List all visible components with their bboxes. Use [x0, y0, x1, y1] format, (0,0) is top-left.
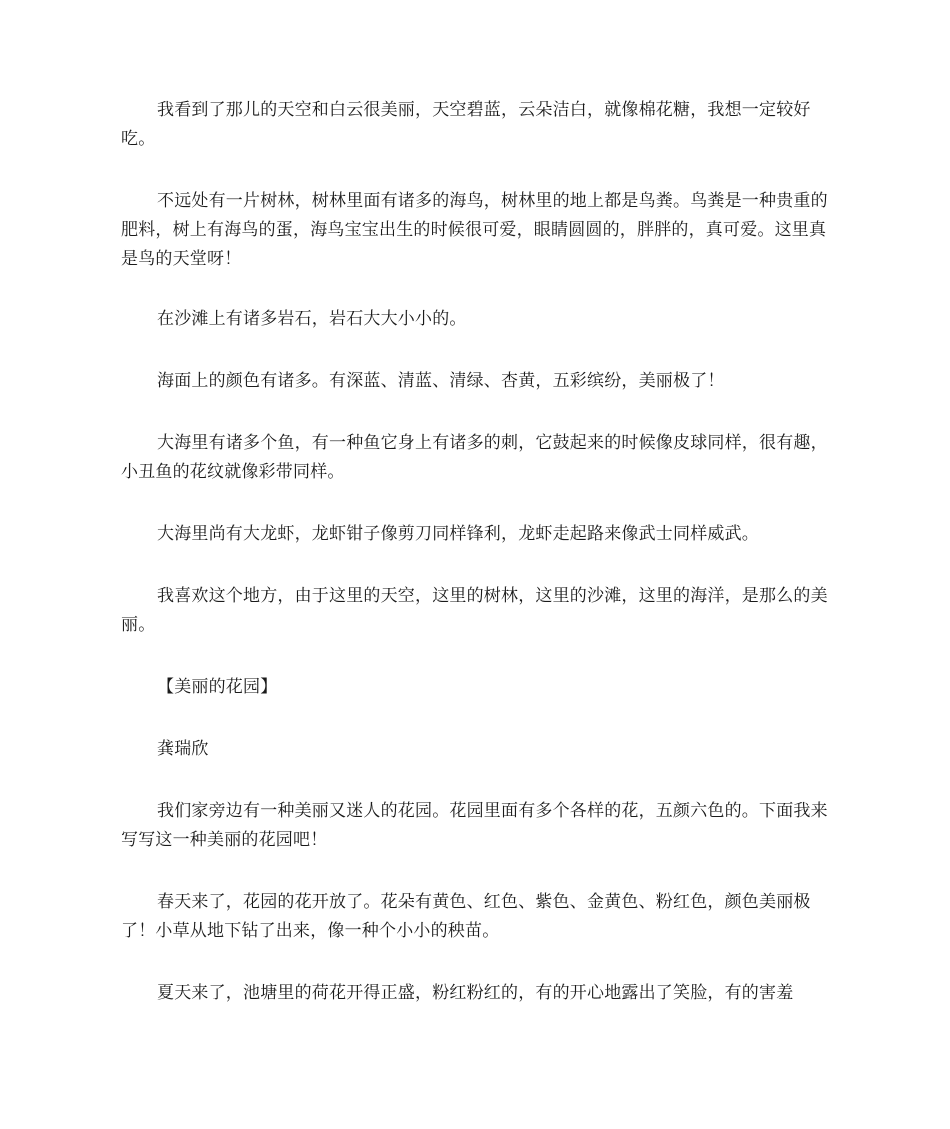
- paragraph-summer: 夏天来了，池塘里的荷花开得正盛，粉红粉红的，有的开心地露出了笑脸，有的害羞: [157, 983, 794, 1003]
- essay-title: 【美丽的花园】: [157, 677, 278, 697]
- paragraph-sky: 我看到了那儿的天空和白云很美丽，天空碧蓝，云朵洁白，就像棉花糖，我想一定较好吃。: [121, 100, 811, 149]
- paragraph-conclusion: 我喜欢这个地方，由于这里的天空，这里的树林，这里的沙滩，这里的海洋，是那么的美丽。: [121, 586, 828, 635]
- paragraph-lobster: 大海里尚有大龙虾，龙虾钳子像剪刀同样锋利，龙虾走起路来像武士同样威武。: [157, 524, 759, 544]
- essay-author: 龚瑞欣: [157, 739, 209, 759]
- paragraph-spring: 春天来了，花园的花开放了。花朵有黄色、红色、紫色、金黄色、粉红色，颜色美丽极了！小草从地下钻了出来，像一种个小小的秧苗。: [121, 892, 811, 941]
- paragraph-forest: 不远处有一片树林，树林里面有诸多的海鸟，树林里的地上都是鸟粪。鸟粪是一种贵重的肥料，树上有海鸟的蛋，海鸟宝宝出生的时候很可爱，眼睛圆圆的，胖胖的，真可爱。这里真是鸟的天堂呀！: [121, 191, 828, 269]
- paragraph-fish: 大海里有诸多个鱼，有一种鱼它身上有诸多的刺，它鼓起来的时候像皮球同样，很有趣，小丑鱼的花纹就像彩带同样。: [121, 433, 828, 482]
- paragraph-garden-intro: 我们家旁边有一种美丽又迷人的花园。花园里面有多个各样的花，五颜六色的。下面我来写写这一种美丽的花园吧！: [121, 801, 828, 850]
- paragraph-sea-colors: 海面上的颜色有诸多。有深蓝、清蓝、清绿、杏黄，五彩缤纷，美丽极了！: [157, 371, 725, 391]
- paragraph-rocks: 在沙滩上有诸多岩石，岩石大大小小的。: [157, 309, 467, 329]
